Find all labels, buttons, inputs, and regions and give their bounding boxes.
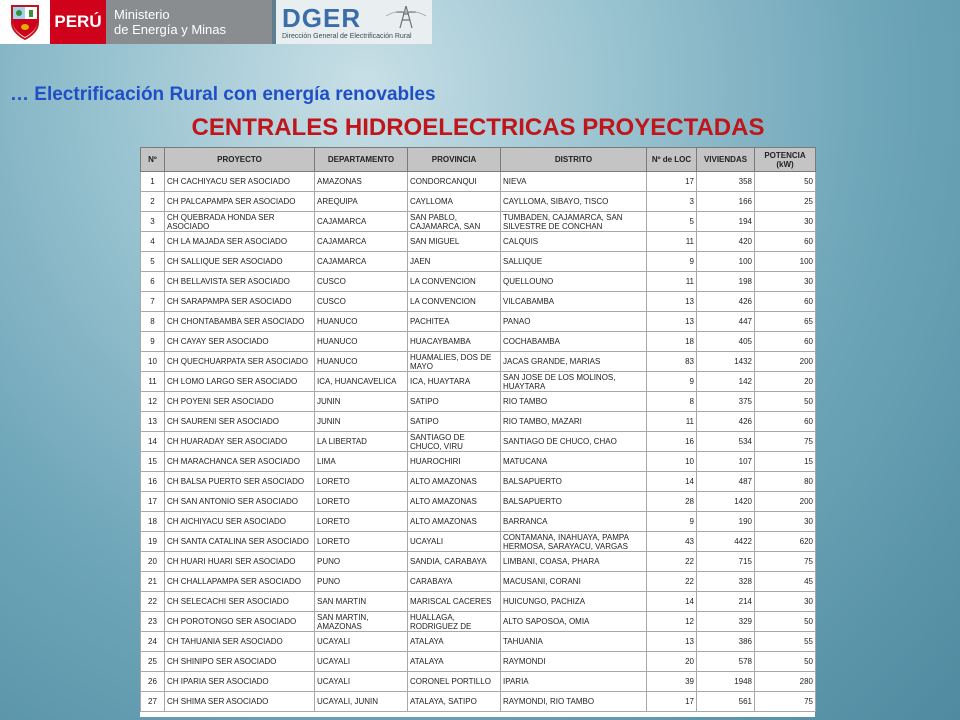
cell-col-num-loc: 17 xyxy=(647,172,697,192)
cell-col-potencia: 620 xyxy=(755,532,816,552)
table-row xyxy=(141,692,816,712)
cell-col-provincia: HUAMALIES, DOS DE MAYO xyxy=(408,352,501,372)
cell-col-distrito: SANTIAGO DE CHUCO, CHAO xyxy=(501,432,647,452)
cell-col-distrito: NIEVA xyxy=(501,172,647,192)
cell-col-provincia: HUAROCHIRI xyxy=(408,452,501,472)
cell-col-departamento: PUNO xyxy=(315,572,408,592)
table-header-row xyxy=(141,148,816,172)
cell-col-potencia: 45 xyxy=(755,572,816,592)
cell-col-proyecto: CH BALSA PUERTO SER ASOCIADO xyxy=(165,472,315,492)
cell-col-provincia: MARISCAL CACERES xyxy=(408,592,501,612)
cell-col-num: 13 xyxy=(141,412,165,432)
table-row xyxy=(141,272,816,292)
header-col-num: Nº xyxy=(141,148,165,172)
cell-col-potencia: 200 xyxy=(755,492,816,512)
projects-table xyxy=(140,147,816,712)
cell-col-num: 10 xyxy=(141,352,165,372)
cell-col-departamento: HUANUCO xyxy=(315,352,408,372)
cell-col-distrito: ALTO SAPOSOA, OMIA xyxy=(501,612,647,632)
cell-col-viviendas: 715 xyxy=(697,552,755,572)
cell-col-provincia: CORONEL PORTILLO xyxy=(408,672,501,692)
cell-col-num-loc: 28 xyxy=(647,492,697,512)
cell-col-proyecto: CH CHALLAPAMPA SER ASOCIADO xyxy=(165,572,315,592)
table-row xyxy=(141,332,816,352)
cell-col-proyecto: CH QUECHUARPATA SER ASOCIADO xyxy=(165,352,315,372)
cell-col-proyecto: CH SAURENI SER ASOCIADO xyxy=(165,412,315,432)
cell-col-num: 3 xyxy=(141,212,165,232)
cell-col-potencia: 75 xyxy=(755,692,816,712)
cell-col-potencia: 30 xyxy=(755,272,816,292)
cell-col-distrito: PANAO xyxy=(501,312,647,332)
cell-col-distrito: TAHUANIA xyxy=(501,632,647,652)
ministry-line1: Ministerio xyxy=(114,7,170,22)
dger-name: DGER xyxy=(282,2,362,33)
cell-col-proyecto: CH SELECACHI SER ASOCIADO xyxy=(165,592,315,612)
cell-col-num-loc: 11 xyxy=(647,272,697,292)
cell-col-potencia: 25 xyxy=(755,192,816,212)
cell-col-viviendas: 578 xyxy=(697,652,755,672)
cell-col-provincia: SATIPO xyxy=(408,392,501,412)
cell-col-proyecto: CH MARACHANCA SER ASOCIADO xyxy=(165,452,315,472)
cell-col-departamento: HUANUCO xyxy=(315,312,408,332)
cell-col-provincia: ALTO AMAZONAS xyxy=(408,472,501,492)
cell-col-potencia: 60 xyxy=(755,292,816,312)
cell-col-potencia: 30 xyxy=(755,592,816,612)
cell-col-potencia: 15 xyxy=(755,452,816,472)
cell-col-potencia: 75 xyxy=(755,552,816,572)
cell-col-provincia: ATALAYA xyxy=(408,632,501,652)
header-logos xyxy=(0,0,432,44)
cell-col-departamento: AMAZONAS xyxy=(315,172,408,192)
cell-col-potencia: 20 xyxy=(755,372,816,392)
cell-col-provincia: JAEN xyxy=(408,252,501,272)
cell-col-proyecto: CH POROTONGO SER ASOCIADO xyxy=(165,612,315,632)
cell-col-viviendas: 1420 xyxy=(697,492,755,512)
cell-col-provincia: LA CONVENCION xyxy=(408,292,501,312)
cell-col-provincia: SAN PABLO, CAJAMARCA, SAN xyxy=(408,212,501,232)
cell-col-viviendas: 358 xyxy=(697,172,755,192)
cell-col-distrito: HUICUNGO, PACHIZA xyxy=(501,592,647,612)
cell-col-potencia: 60 xyxy=(755,412,816,432)
cell-col-num-loc: 13 xyxy=(647,292,697,312)
cell-col-distrito: MACUSANI, CORANI xyxy=(501,572,647,592)
cell-col-proyecto: CH SANTA CATALINA SER ASOCIADO xyxy=(165,532,315,552)
cell-col-potencia: 55 xyxy=(755,632,816,652)
cell-col-proyecto: CH SHIMA SER ASOCIADO xyxy=(165,692,315,712)
cell-col-num: 21 xyxy=(141,572,165,592)
table-row xyxy=(141,372,816,392)
cell-col-distrito: VILCABAMBA xyxy=(501,292,647,312)
cell-col-distrito: LIMBANI, COASA, PHARA xyxy=(501,552,647,572)
cell-col-num: 2 xyxy=(141,192,165,212)
cell-col-num: 14 xyxy=(141,432,165,452)
cell-col-provincia: PACHITEA xyxy=(408,312,501,332)
cell-col-departamento: UCAYALI xyxy=(315,652,408,672)
cell-col-departamento: AREQUIPA xyxy=(315,192,408,212)
cell-col-num: 25 xyxy=(141,652,165,672)
cell-col-num-loc: 3 xyxy=(647,192,697,212)
cell-col-viviendas: 194 xyxy=(697,212,755,232)
header-col-departamento: DEPARTAMENTO xyxy=(315,148,408,172)
cell-col-provincia: HUACAYBAMBA xyxy=(408,332,501,352)
table-row xyxy=(141,392,816,412)
cell-col-departamento: CAJAMARCA xyxy=(315,232,408,252)
cell-col-num: 20 xyxy=(141,552,165,572)
cell-col-num: 18 xyxy=(141,512,165,532)
cell-col-potencia: 50 xyxy=(755,172,816,192)
cell-col-viviendas: 426 xyxy=(697,412,755,432)
cell-col-distrito: SAN JOSE DE LOS MOLINOS, HUAYTARA xyxy=(501,372,647,392)
cell-col-provincia: SATIPO xyxy=(408,412,501,432)
cell-col-departamento: SAN MARTIN xyxy=(315,592,408,612)
cell-col-proyecto: CH LA MAJADA SER ASOCIADO xyxy=(165,232,315,252)
cell-col-num-loc: 83 xyxy=(647,352,697,372)
cell-col-potencia: 60 xyxy=(755,332,816,352)
cell-col-departamento: CUSCO xyxy=(315,292,408,312)
cell-col-provincia: UCAYALI xyxy=(408,532,501,552)
cell-col-proyecto: CH CACHIYACU SER ASOCIADO xyxy=(165,172,315,192)
cell-col-potencia: 60 xyxy=(755,232,816,252)
cell-col-potencia: 50 xyxy=(755,612,816,632)
cell-col-viviendas: 561 xyxy=(697,692,755,712)
cell-col-distrito: COCHABAMBA xyxy=(501,332,647,352)
cell-col-provincia: LA CONVENCION xyxy=(408,272,501,292)
table-row xyxy=(141,312,816,332)
cell-col-num: 6 xyxy=(141,272,165,292)
table-row xyxy=(141,632,816,652)
cell-col-viviendas: 487 xyxy=(697,472,755,492)
cell-col-departamento: CAJAMARCA xyxy=(315,252,408,272)
cell-col-distrito: BALSAPUERTO xyxy=(501,472,647,492)
cell-col-departamento: ICA, HUANCAVELICA xyxy=(315,372,408,392)
table-row xyxy=(141,532,816,552)
cell-col-departamento: LA LIBERTAD xyxy=(315,432,408,452)
header-col-proyecto: PROYECTO xyxy=(165,148,315,172)
cell-col-num-loc: 11 xyxy=(647,232,697,252)
cell-col-num-loc: 12 xyxy=(647,612,697,632)
cell-col-viviendas: 405 xyxy=(697,332,755,352)
cell-col-num: 15 xyxy=(141,452,165,472)
table-row xyxy=(141,552,816,572)
cell-col-provincia: SANDIA, CARABAYA xyxy=(408,552,501,572)
cell-col-departamento: LORETO xyxy=(315,472,408,492)
cell-col-distrito: QUELLOUNO xyxy=(501,272,647,292)
cell-col-provincia: ICA, HUAYTARA xyxy=(408,372,501,392)
cell-col-provincia: ATALAYA xyxy=(408,652,501,672)
cell-col-departamento: CUSCO xyxy=(315,272,408,292)
cell-col-departamento: LORETO xyxy=(315,532,408,552)
cell-col-potencia: 50 xyxy=(755,652,816,672)
table-row xyxy=(141,292,816,312)
cell-col-num-loc: 9 xyxy=(647,512,697,532)
cell-col-provincia: CAYLLOMA xyxy=(408,192,501,212)
cell-col-num: 12 xyxy=(141,392,165,412)
cell-col-provincia: ALTO AMAZONAS xyxy=(408,492,501,512)
cell-col-distrito: SALLIQUE xyxy=(501,252,647,272)
cell-col-num-loc: 8 xyxy=(647,392,697,412)
table-row xyxy=(141,192,816,212)
cell-col-viviendas: 328 xyxy=(697,572,755,592)
cell-col-viviendas: 534 xyxy=(697,432,755,452)
header-col-viviendas: VIVIENDAS xyxy=(697,148,755,172)
cell-col-departamento: LORETO xyxy=(315,512,408,532)
cell-col-provincia: SANTIAGO DE CHUCO, VIRU xyxy=(408,432,501,452)
cell-col-num: 17 xyxy=(141,492,165,512)
cell-col-departamento: LORETO xyxy=(315,492,408,512)
cell-col-proyecto: CH CAYAY SER ASOCIADO xyxy=(165,332,315,352)
cell-col-departamento: JUNIN xyxy=(315,392,408,412)
cell-col-num-loc: 14 xyxy=(647,472,697,492)
cell-col-viviendas: 426 xyxy=(697,292,755,312)
cell-col-num-loc: 22 xyxy=(647,552,697,572)
cell-col-num: 8 xyxy=(141,312,165,332)
table-row xyxy=(141,452,816,472)
cell-col-num-loc: 14 xyxy=(647,592,697,612)
cell-col-viviendas: 107 xyxy=(697,452,755,472)
cell-col-num: 26 xyxy=(141,672,165,692)
cell-col-num: 11 xyxy=(141,372,165,392)
cell-col-viviendas: 447 xyxy=(697,312,755,332)
cell-col-num: 5 xyxy=(141,252,165,272)
cell-col-viviendas: 375 xyxy=(697,392,755,412)
cell-col-potencia: 30 xyxy=(755,212,816,232)
table-body xyxy=(141,172,816,712)
cell-col-departamento: SAN MARTIN, AMAZONAS xyxy=(315,612,408,632)
cell-col-potencia: 50 xyxy=(755,392,816,412)
cell-col-proyecto: CH HUARADAY SER ASOCIADO xyxy=(165,432,315,452)
table-row xyxy=(141,492,816,512)
ministry-logo xyxy=(50,0,272,44)
dger-logo xyxy=(276,0,432,44)
cell-col-potencia: 200 xyxy=(755,352,816,372)
cell-col-viviendas: 100 xyxy=(697,252,755,272)
power-tower-icon xyxy=(386,4,426,30)
cell-col-viviendas: 198 xyxy=(697,272,755,292)
cell-col-num: 24 xyxy=(141,632,165,652)
table-row xyxy=(141,412,816,432)
cell-col-num-loc: 20 xyxy=(647,652,697,672)
table-row xyxy=(141,572,816,592)
table-row xyxy=(141,612,816,632)
cell-col-departamento: UCAYALI xyxy=(315,632,408,652)
dger-subtitle: Dirección General de Electrificación Rural xyxy=(282,32,412,40)
cell-col-proyecto: CH LOMO LARGO SER ASOCIADO xyxy=(165,372,315,392)
cell-col-num: 4 xyxy=(141,232,165,252)
cell-col-viviendas: 386 xyxy=(697,632,755,652)
cell-col-num: 23 xyxy=(141,612,165,632)
projects-table-container xyxy=(140,147,815,717)
cell-col-proyecto: CH SAN ANTONIO SER ASOCIADO xyxy=(165,492,315,512)
cell-col-proyecto: CH QUEBRADA HONDA SER ASOCIADO xyxy=(165,212,315,232)
cell-col-distrito: CALQUIS xyxy=(501,232,647,252)
header-col-distrito: DISTRITO xyxy=(501,148,647,172)
table-row xyxy=(141,672,816,692)
cell-col-provincia: SAN MIGUEL xyxy=(408,232,501,252)
cell-col-proyecto: CH HUARI HUARI SER ASOCIADO xyxy=(165,552,315,572)
table-row xyxy=(141,172,816,192)
cell-col-num-loc: 16 xyxy=(647,432,697,452)
cell-col-num-loc: 17 xyxy=(647,692,697,712)
cell-col-distrito: CAYLLOMA, SIBAYO, TISCO xyxy=(501,192,647,212)
cell-col-viviendas: 190 xyxy=(697,512,755,532)
header-col-num-loc: Nº de LOC xyxy=(647,148,697,172)
cell-col-num: 7 xyxy=(141,292,165,312)
ministry-line2: de Energía y Minas xyxy=(114,22,227,37)
cell-col-proyecto: CH SHINIPO SER ASOCIADO xyxy=(165,652,315,672)
cell-col-distrito: RAYMONDI, RIO TAMBO xyxy=(501,692,647,712)
peru-coat-of-arms-icon xyxy=(0,0,50,44)
slide-subtitle: … Electrificación Rural con energía renovables xyxy=(10,84,436,105)
cell-col-distrito: BALSAPUERTO xyxy=(501,492,647,512)
table-row xyxy=(141,652,816,672)
cell-col-num-loc: 5 xyxy=(647,212,697,232)
table-row xyxy=(141,432,816,452)
cell-col-distrito: JACAS GRANDE, MARIAS xyxy=(501,352,647,372)
cell-col-num: 1 xyxy=(141,172,165,192)
cell-col-departamento: UCAYALI, JUNIN xyxy=(315,692,408,712)
cell-col-potencia: 30 xyxy=(755,512,816,532)
cell-col-proyecto: CH PALCAPAMPA SER ASOCIADO xyxy=(165,192,315,212)
cell-col-viviendas: 214 xyxy=(697,592,755,612)
cell-col-num-loc: 13 xyxy=(647,632,697,652)
cell-col-num: 22 xyxy=(141,592,165,612)
cell-col-viviendas: 1432 xyxy=(697,352,755,372)
table-row xyxy=(141,212,816,232)
cell-col-departamento: JUNIN xyxy=(315,412,408,432)
cell-col-potencia: 75 xyxy=(755,432,816,452)
cell-col-distrito: TUMBADEN, CAJAMARCA, SAN SILVESTRE DE CONCHAN xyxy=(501,212,647,232)
cell-col-departamento: LIMA xyxy=(315,452,408,472)
ministry-name xyxy=(106,7,226,37)
cell-col-potencia: 100 xyxy=(755,252,816,272)
cell-col-distrito: RAYMONDI xyxy=(501,652,647,672)
cell-col-num-loc: 9 xyxy=(647,372,697,392)
cell-col-viviendas: 142 xyxy=(697,372,755,392)
cell-col-distrito: BARRANCA xyxy=(501,512,647,532)
cell-col-proyecto: CH TAHUANIA SER ASOCIADO xyxy=(165,632,315,652)
cell-col-departamento: CAJAMARCA xyxy=(315,212,408,232)
table-row xyxy=(141,352,816,372)
cell-col-potencia: 65 xyxy=(755,312,816,332)
cell-col-viviendas: 329 xyxy=(697,612,755,632)
cell-col-num: 19 xyxy=(141,532,165,552)
cell-col-num-loc: 11 xyxy=(647,412,697,432)
cell-col-provincia: CARABAYA xyxy=(408,572,501,592)
cell-col-num-loc: 39 xyxy=(647,672,697,692)
cell-col-proyecto: CH POYENI SER ASOCIADO xyxy=(165,392,315,412)
cell-col-distrito: IPARIA xyxy=(501,672,647,692)
cell-col-potencia: 80 xyxy=(755,472,816,492)
cell-col-distrito: RIO TAMBO xyxy=(501,392,647,412)
cell-col-num-loc: 18 xyxy=(647,332,697,352)
table-row xyxy=(141,232,816,252)
cell-col-proyecto: CH CHONTABAMBA SER ASOCIADO xyxy=(165,312,315,332)
cell-col-distrito: MATUCANA xyxy=(501,452,647,472)
cell-col-provincia: CONDORCANQUI xyxy=(408,172,501,192)
header-col-potencia: POTENCIA (kW) xyxy=(755,148,816,172)
table-row xyxy=(141,472,816,492)
cell-col-departamento: HUANUCO xyxy=(315,332,408,352)
slide-title-text: CENTRALES HIDROELECTRICAS PROYECTADAS xyxy=(191,114,765,141)
cell-col-provincia: ATALAYA, SATIPO xyxy=(408,692,501,712)
cell-col-departamento: PUNO xyxy=(315,552,408,572)
cell-col-proyecto: CH IPARIA SER ASOCIADO xyxy=(165,672,315,692)
slide-title xyxy=(0,114,960,142)
table-row xyxy=(141,592,816,612)
cell-col-provincia: HUALLAGA, RODRIGUEZ DE xyxy=(408,612,501,632)
header-col-provincia: PROVINCIA xyxy=(408,148,501,172)
cell-col-num: 16 xyxy=(141,472,165,492)
cell-col-num: 27 xyxy=(141,692,165,712)
cell-col-viviendas: 1948 xyxy=(697,672,755,692)
cell-col-num: 9 xyxy=(141,332,165,352)
cell-col-viviendas: 420 xyxy=(697,232,755,252)
cell-col-provincia: ALTO AMAZONAS xyxy=(408,512,501,532)
cell-col-proyecto: CH AICHIYACU SER ASOCIADO xyxy=(165,512,315,532)
cell-col-num-loc: 22 xyxy=(647,572,697,592)
cell-col-proyecto: CH SALLIQUE SER ASOCIADO xyxy=(165,252,315,272)
cell-col-viviendas: 166 xyxy=(697,192,755,212)
cell-col-proyecto: CH BELLAVISTA SER ASOCIADO xyxy=(165,272,315,292)
cell-col-distrito: RIO TAMBO, MAZARI xyxy=(501,412,647,432)
table-row xyxy=(141,512,816,532)
cell-col-potencia: 280 xyxy=(755,672,816,692)
table-row xyxy=(141,252,816,272)
cell-col-distrito: CONTAMANA, INAHUAYA, PAMPA HERMOSA, SARAYACU, VARGAS xyxy=(501,532,647,552)
peru-label: PERÚ xyxy=(50,0,106,44)
cell-col-num-loc: 9 xyxy=(647,252,697,272)
cell-col-num-loc: 10 xyxy=(647,452,697,472)
cell-col-departamento: UCAYALI xyxy=(315,672,408,692)
cell-col-num-loc: 13 xyxy=(647,312,697,332)
cell-col-num-loc: 43 xyxy=(647,532,697,552)
cell-col-proyecto: CH SARAPAMPA SER ASOCIADO xyxy=(165,292,315,312)
cell-col-viviendas: 4422 xyxy=(697,532,755,552)
